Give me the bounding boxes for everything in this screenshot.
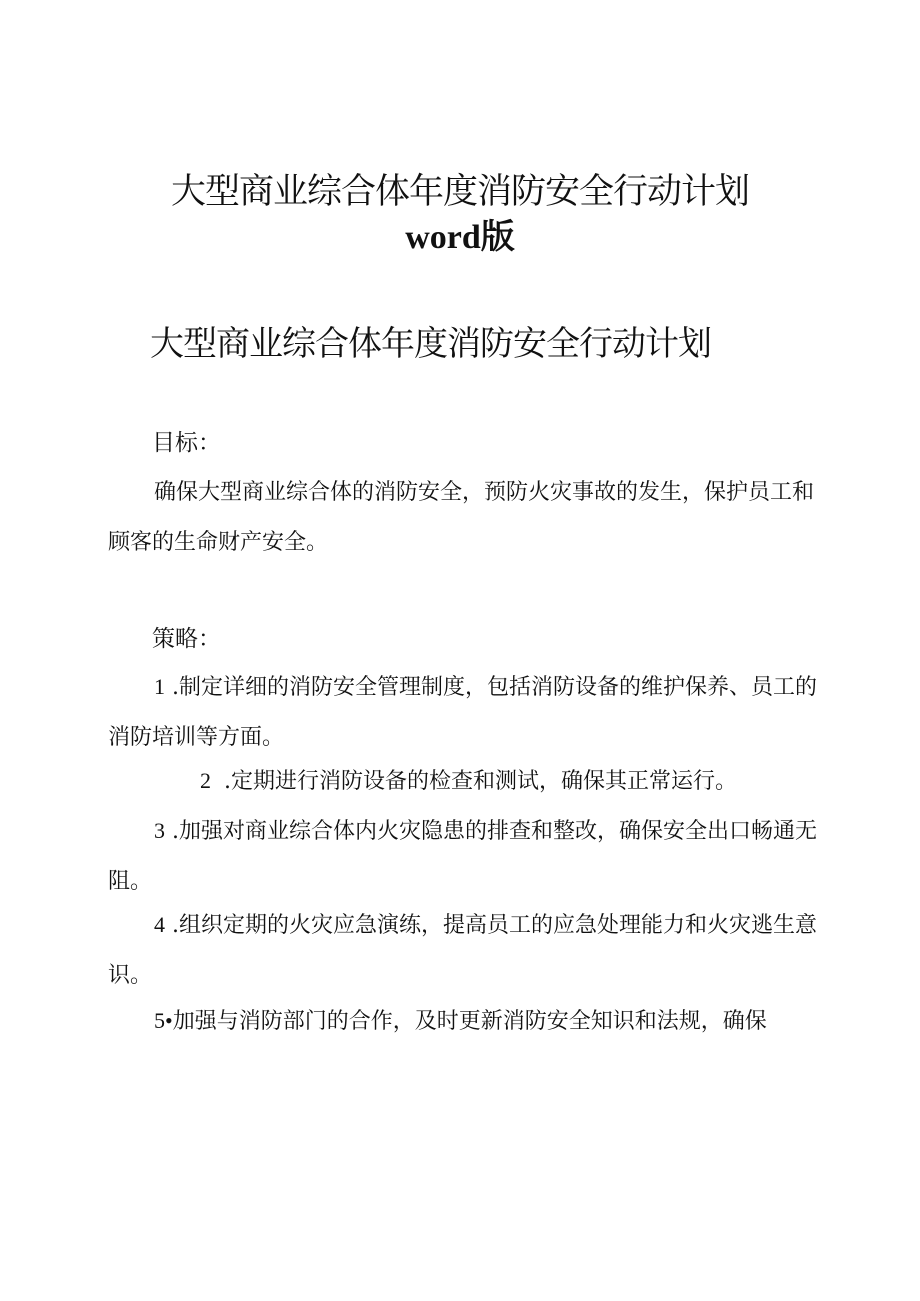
document-title-suffix: word版 [405, 219, 515, 256]
item-text: .定期进行消防设备的检查和测试，确保其正常运行。 [224, 769, 737, 794]
strategy-item-4 [108, 900, 818, 1001]
strategy-item-3 [108, 806, 818, 907]
item-number: 3 [154, 818, 165, 843]
item-text: .组织定期的火灾应急演练，提高员工的应急处理能力和火灾逃生意识。 [108, 913, 817, 988]
section-title: 大型商业综合体年度消防安全行动计划 [150, 324, 711, 364]
goal-heading: 目标： [152, 430, 221, 456]
item-number: 2 [200, 768, 211, 793]
item-number: 5• [154, 1008, 173, 1033]
item-text: .加强对商业综合体内火灾隐患的排查和整改，确保安全出口畅通无阻。 [108, 819, 817, 894]
item-text: 加强与消防部门的合作，及时更新消防安全知识和法规，确保 [172, 1009, 767, 1034]
document-title: 大型商业综合体年度消防安全行动计划 [170, 172, 749, 212]
goal-paragraph: 确保大型商业综合体的消防安全，预防火灾事故的发生，保护员工和顾客的生命财产安全。 [108, 480, 815, 555]
item-number: 1 [154, 674, 165, 699]
strategy-heading: 策略： [152, 626, 221, 652]
item-text: .制定详细的消防安全管理制度，包括消防设备的维护保养、员工的消防培训等方面。 [108, 675, 817, 750]
strategy-item-1 [108, 662, 818, 763]
strategy-item-2 [108, 756, 818, 807]
item-number: 4 [154, 912, 165, 937]
strategy-item-5 [108, 996, 818, 1047]
